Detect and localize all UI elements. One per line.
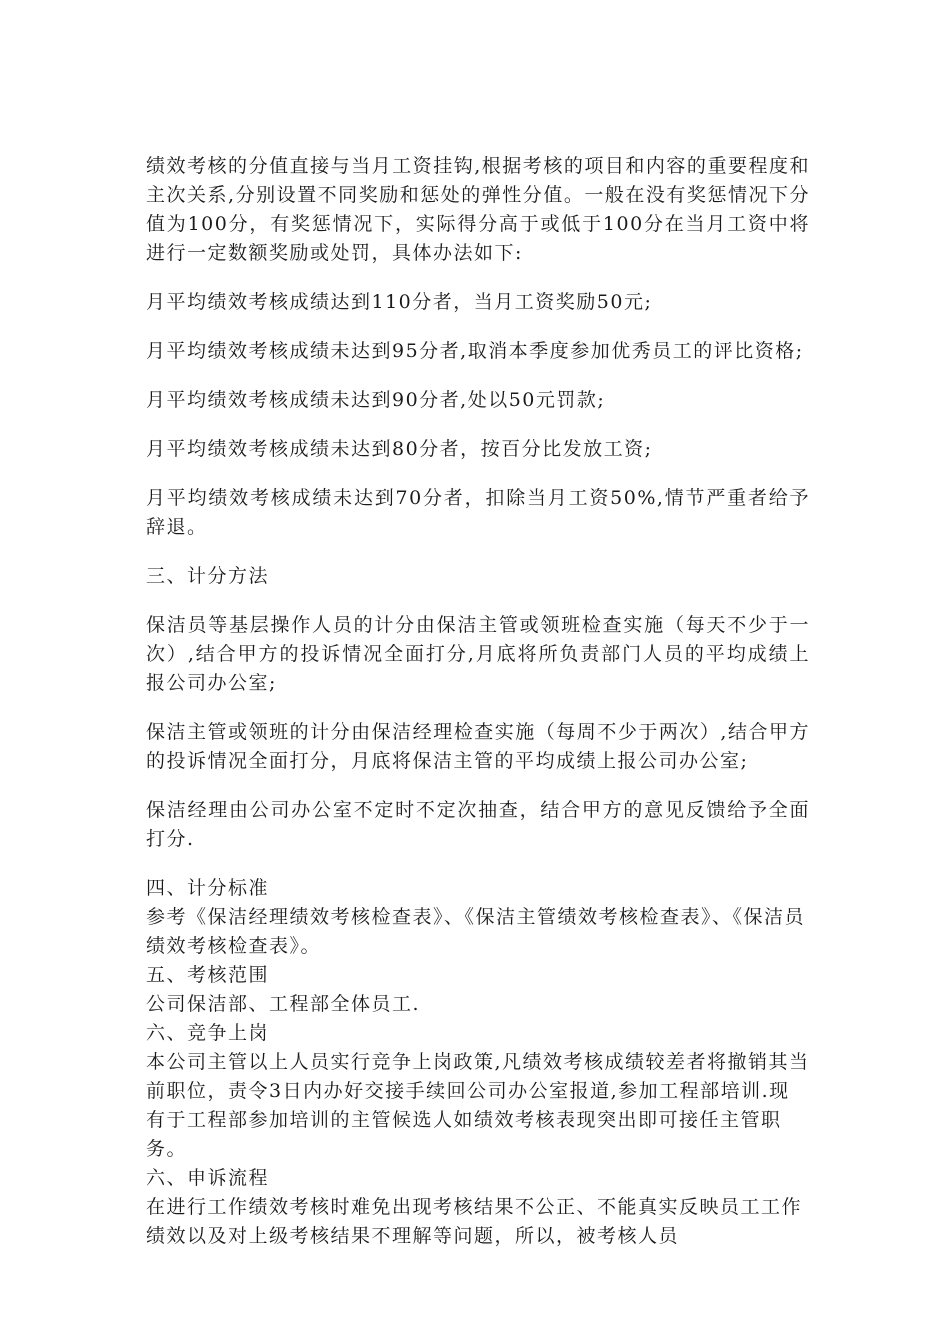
paragraph-rule-90: 月平均绩效考核成绩未达到90分者,处以50元罚款;	[146, 389, 606, 411]
paragraph-appeal-process: 在进行工作绩效考核时难免出现考核结果不公正、不能真实反映员工工作绩效以及对上级考核结果不理解等问题，所以，被考核人员	[146, 1196, 803, 1247]
heading-scoring-method: 三、计分方法	[146, 565, 270, 587]
paragraph-method-staff: 保洁员等基层操作人员的计分由保洁主管或领班检查实施（每天不少于一次）,结合甲方的投诉情况全面打分,月底将所负责部门人员的平均成绩上报公司办公室;	[146, 614, 810, 694]
heading-competition: 六、竞争上岗	[146, 1022, 270, 1044]
heading-scoring-standard: 四、计分标准	[146, 877, 270, 899]
paragraph-scope: 公司保洁部、工程部全体员工.	[146, 993, 421, 1015]
paragraph-rule-110: 月平均绩效考核成绩达到110分者，当月工资奖励50元;	[146, 291, 653, 313]
paragraph-rule-70: 月平均绩效考核成绩未达到70分者，扣除当月工资50%,情节严重者给予辞退。	[146, 487, 810, 538]
paragraph-standard-reference: 参考《保洁经理绩效考核检查表》、《保洁主管绩效考核检查表》、《保洁员绩效考核检查表》。	[146, 906, 806, 957]
paragraph-method-manager: 保洁经理由公司办公室不定时不定次抽查，结合甲方的意见反馈给予全面打分.	[146, 799, 810, 850]
paragraph-rule-95: 月平均绩效考核成绩未达到95分者,取消本季度参加优秀员工的评比资格;	[146, 340, 804, 362]
heading-scope: 五、考核范围	[146, 964, 270, 986]
paragraph-method-supervisor: 保洁主管或领班的计分由保洁经理检查实施（每周不少于两次）,结合甲方的投诉情况全面打分，月底将保洁主管的平均成绩上报公司办公室;	[146, 721, 810, 772]
document-body	[146, 152, 810, 1251]
paragraph-rule-80: 月平均绩效考核成绩未达到80分者，按百分比发放工资;	[146, 438, 653, 460]
paragraph-competition: 本公司主管以上人员实行竞争上岗政策,凡绩效考核成绩较差者将撤销其当前职位，责令3日内办好交接手续回公司办公室报道,参加工程部培训.现有于工程部参加培训的主管候选人如绩效考核表现突出即可接任主管职务。	[146, 1051, 810, 1160]
heading-appeal-process: 六、申诉流程	[146, 1167, 270, 1189]
paragraph-scoring-intro: 绩效考核的分值直接与当月工资挂钩,根据考核的项目和内容的重要程度和主次关系,分别设置不同奖励和惩处的弹性分值。一般在没有奖惩情况下分值为100分，有奖惩情况下，实际得分高于或低于100分在当月工资中将进行一定数额奖励或处罚，具体办法如下:	[146, 155, 810, 264]
